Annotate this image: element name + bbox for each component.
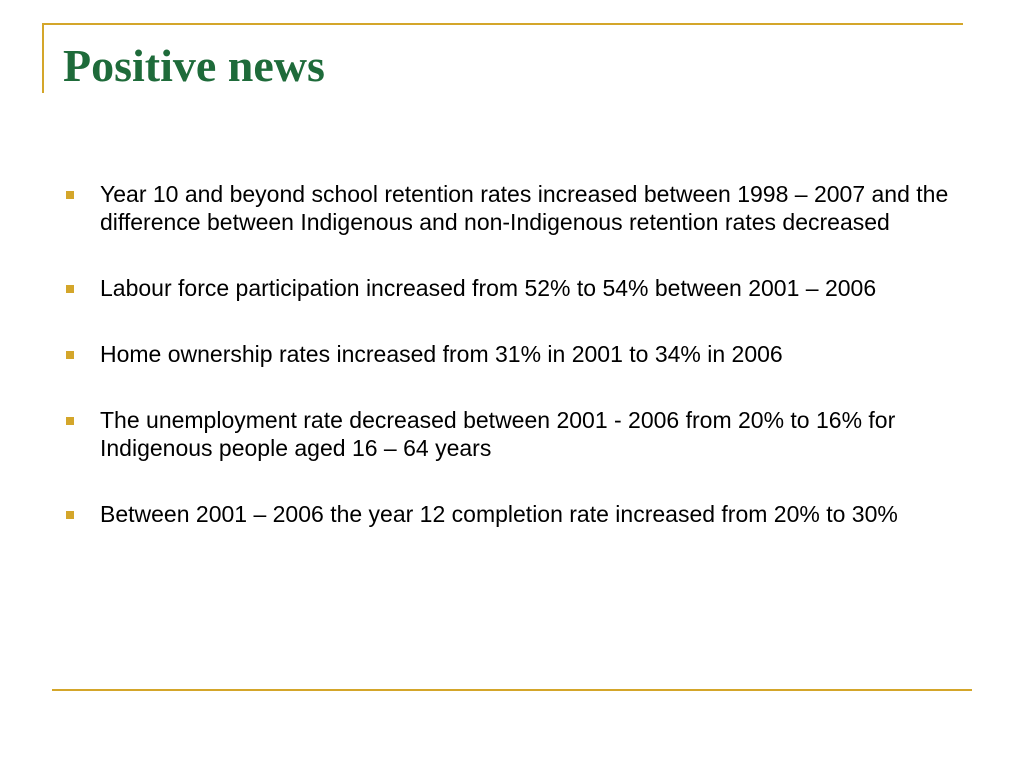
left-frame-line bbox=[42, 23, 44, 93]
bullet-text: The unemployment rate decreased between 2001 - 2006 from 20% to 16% for Indigenous people aged 16 – 64 years bbox=[100, 407, 896, 461]
slide-title: Positive news bbox=[63, 40, 325, 91]
bullet-item bbox=[63, 180, 963, 236]
bullet-text: Year 10 and beyond school retention rates increased between 1998 – 2007 and the difference between Indigenous and non-Indigenous retention rates decreased bbox=[100, 181, 949, 235]
square-bullet-icon bbox=[66, 511, 74, 519]
bullet-item bbox=[63, 340, 963, 368]
bullet-list bbox=[63, 180, 963, 566]
bullet-text: Home ownership rates increased from 31% in 2001 to 34% in 2006 bbox=[100, 341, 783, 367]
bullet-item bbox=[63, 500, 963, 528]
square-bullet-icon bbox=[66, 285, 74, 293]
bullet-text: Labour force participation increased from 52% to 54% between 2001 – 2006 bbox=[100, 275, 877, 301]
square-bullet-icon bbox=[66, 191, 74, 199]
bullet-text: Between 2001 – 2006 the year 12 completion rate increased from 20% to 30% bbox=[100, 501, 898, 527]
bullet-item bbox=[63, 406, 963, 462]
square-bullet-icon bbox=[66, 351, 74, 359]
top-frame-line bbox=[43, 23, 963, 25]
bottom-divider-line bbox=[52, 689, 972, 691]
bullet-item bbox=[63, 274, 963, 302]
square-bullet-icon bbox=[66, 417, 74, 425]
